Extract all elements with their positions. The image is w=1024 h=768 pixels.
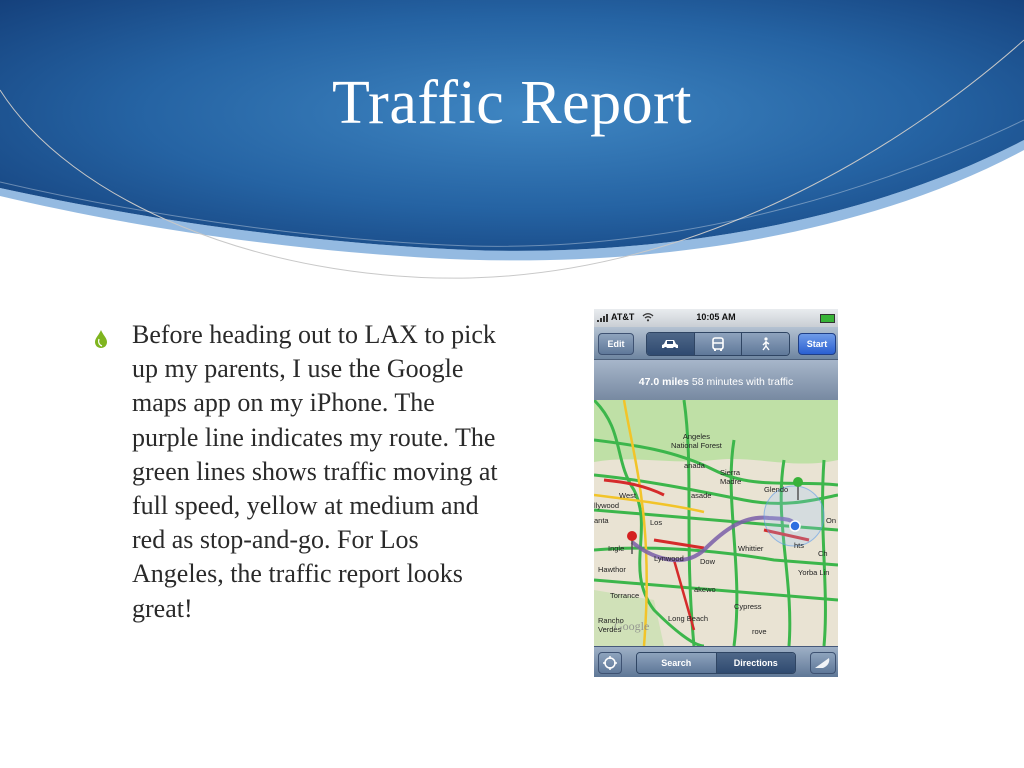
map-label-hawthorne: Hawthor [598, 565, 626, 574]
edit-button[interactable]: Edit [598, 333, 634, 355]
slide-title: Traffic Report [331, 69, 693, 137]
route-distance: 47.0 miles [638, 376, 689, 388]
carrier-label: AT&T [611, 312, 635, 322]
body-paragraph: Before heading out to LAX to pick up my parents, I use the Google maps app on my iPhone. The purple line indicates my route. The green lines shows traffic moving at full speed, yellow at medium and red as stop-and-go. For Los Angeles, the traffic report looks great! [132, 320, 498, 623]
page-curl-button[interactable] [810, 652, 836, 674]
battery-icon [820, 314, 835, 323]
map-label-ch: Ch [818, 549, 828, 558]
car-icon [661, 339, 679, 350]
map-label-glendora: Glendo [764, 485, 789, 494]
start-button[interactable]: Start [798, 333, 836, 355]
map-label-cypress: Cypress [734, 602, 762, 611]
locate-icon [599, 653, 621, 673]
transit-mode-tab[interactable] [695, 333, 743, 355]
map-label-west: West [619, 491, 636, 500]
maps-toolbar [594, 327, 838, 360]
search-tab[interactable]: Search [637, 653, 716, 673]
map-label-canada: anada [684, 461, 705, 470]
iphone-maps-screenshot [594, 309, 838, 677]
map-label-hts: hts [794, 541, 805, 550]
map-label-pasadena: asade [691, 491, 712, 500]
map-label-santa: anta [594, 516, 609, 525]
maps-bottom-bar [594, 646, 838, 677]
walk-icon [760, 337, 772, 351]
map-label-torrance: Torrance [610, 591, 640, 600]
map-label-sierra: Sierra Madre [720, 468, 742, 486]
walk-mode-tab[interactable] [742, 333, 789, 355]
directions-tab[interactable]: Directions [716, 653, 796, 673]
current-location-icon [790, 521, 800, 531]
header-banner [0, 0, 1024, 290]
map-label-los: Los [650, 518, 663, 527]
map-label-inglewood: Ingle [608, 544, 625, 553]
page-curl-icon [811, 653, 835, 673]
clock-time: 10:05 AM [696, 312, 736, 322]
status-bar [594, 309, 838, 327]
map-label-forest: Angeles National Forest [671, 432, 722, 450]
map-label-lakewood: akewo [694, 585, 716, 594]
locate-button[interactable] [598, 652, 622, 674]
route-summary [594, 360, 838, 400]
map-label-rancho: Rancho Verdes [598, 616, 624, 634]
map-label-lynwood: Lynwood [654, 554, 684, 563]
route-duration: 58 minutes with traffic [691, 376, 794, 388]
map-label-yorba: Yorba Lin [798, 568, 830, 577]
leaf-bullet-icon [94, 330, 108, 348]
car-mode-tab[interactable] [647, 333, 695, 355]
map-label-long-beach: Long Beach [668, 614, 709, 623]
transport-mode-selector [646, 332, 790, 356]
map-label-downey: Dow [700, 557, 716, 566]
search-directions-selector [636, 652, 796, 674]
google-watermark: Google [614, 619, 650, 633]
bus-icon [711, 337, 725, 351]
map-label-hollywood: llywood [594, 501, 620, 510]
map-label-whittier: Whittier [738, 544, 764, 553]
map-label-grove: rove [752, 627, 767, 636]
map-label-on: On [826, 516, 837, 525]
